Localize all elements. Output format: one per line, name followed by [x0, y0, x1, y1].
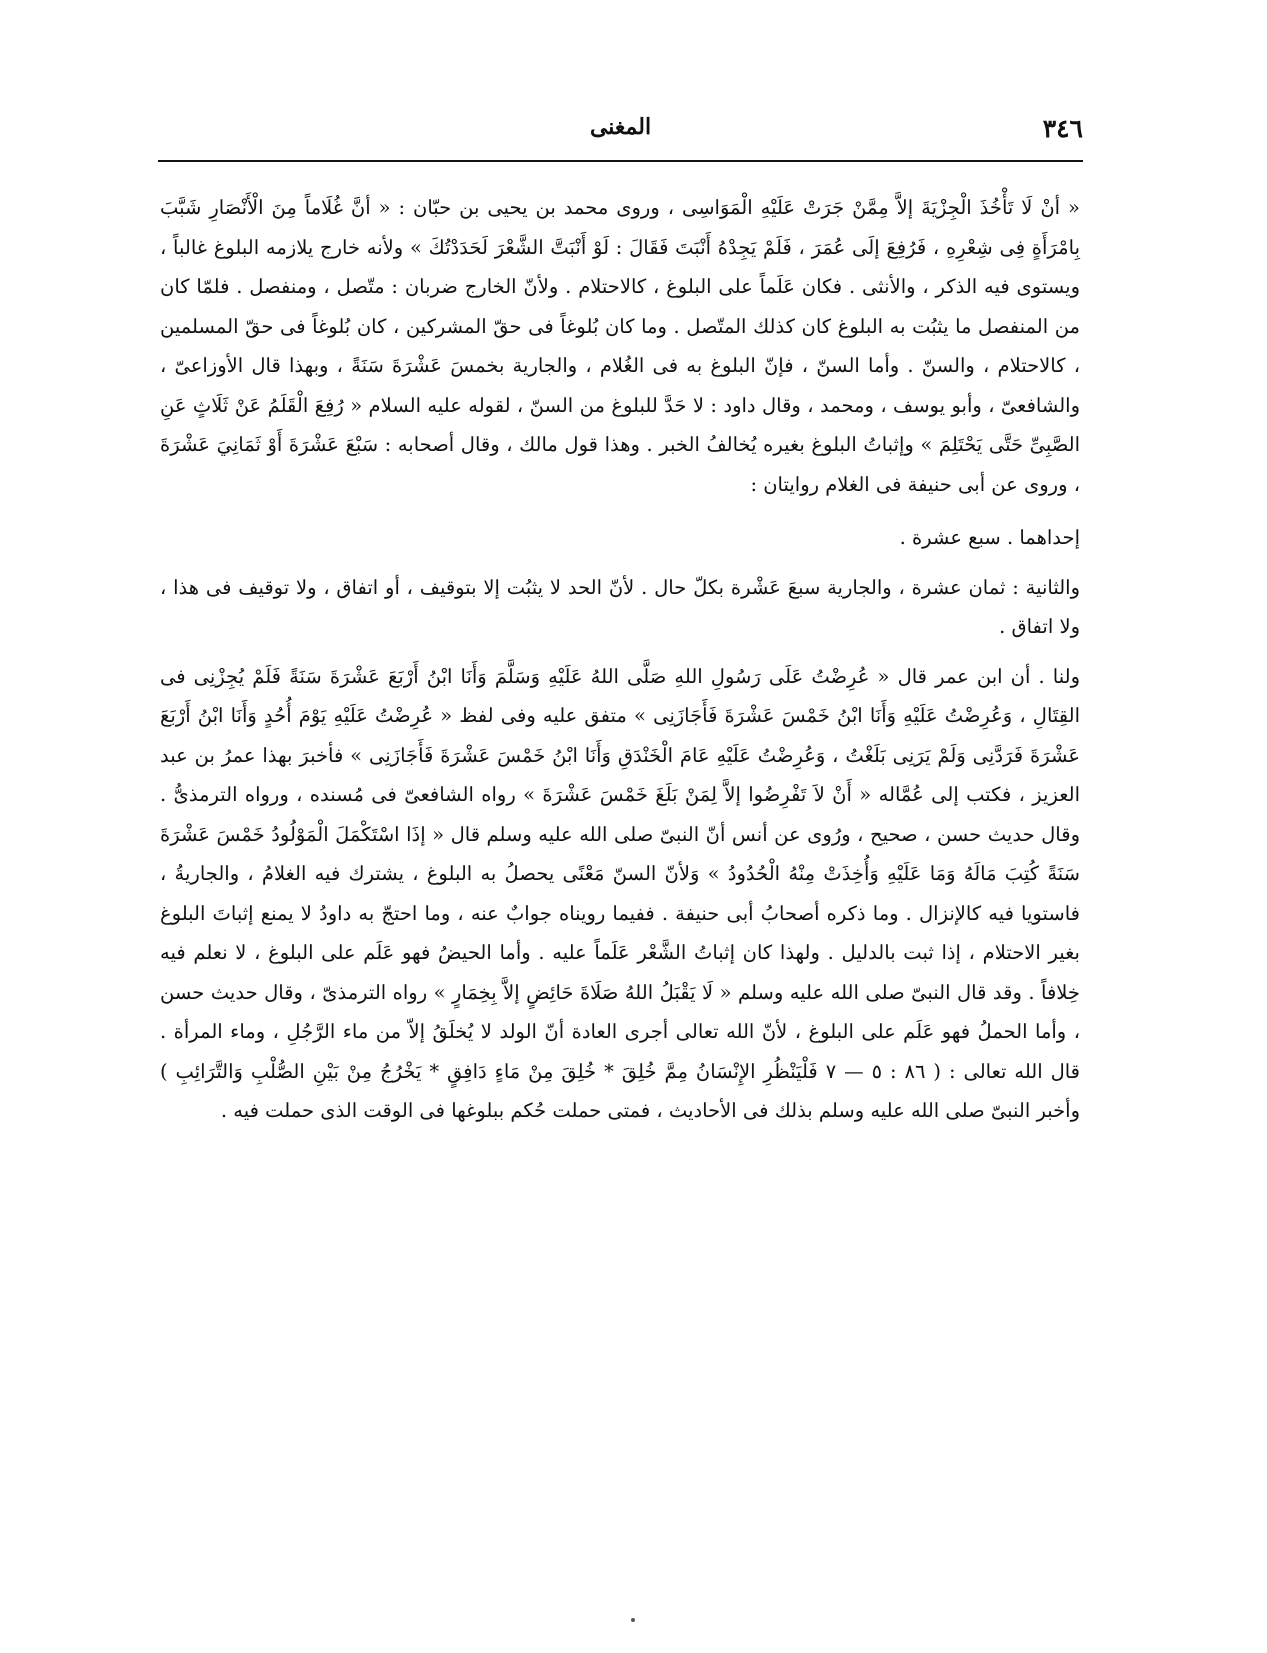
page-number: ٣٤٦: [1042, 114, 1083, 143]
paragraph-second-narration: والثانية : ثمان عشرة ، والجارية سبعَ عَشْرة بكلّ حال . لأنّ الحد لا يثبُت إلا بتوقيف ، أو اتفاق ، ولا توقيف فى هذا ، ولا اتفاق .: [160, 575, 1080, 638]
running-title: المغنى: [589, 114, 652, 140]
body-text: [160, 188, 1080, 1131]
page-mark: [631, 1618, 635, 1622]
paragraph-evidence: ولنا . أن ابن عمر قال « عُرِضْتُ عَلَى رَسُولِ اللهِ صَلَّى اللهُ عَلَيْهِ وَسَلَّمَ وَأَنَا ابْنُ أَرْبَعَ عَشْرَةَ سَنَةً فَلَمْ يُجِزْنِى فى القِتَالِ ، وَعُرِضْتُ عَلَيْهِ وَأَنَا ابْنُ خَمْسَ عَشْرَةَ فَأَجَازَنِى » متفق عليه وفى لفظ « عُرِضْتُ عَلَيْهِ يَوْمَ أُحُدٍ وَأَنَا ابْنُ أَرْبَعَ عَشْرَةَ فَرَدَّنِى وَلَمْ يَرَنِى بَلَغْتُ ، وَعُرِضْتُ عَلَيْهِ عَامَ الْخَنْدَقِ وَأَنَا ابْنُ خَمْسَ عَشْرَةَ فَأَجَازَنِى » فأخبرَ بهذا عمرُ بن عبد العزيز ، فكتب إلى عُمَّاله « أَنْ لاَ تَفْرِضُوا إلاَّ لِمَنْ بَلَغَ خَمْسَ عَشْرَةَ » رواه الشافعىّ فى مُسنده ، ورواه الترمذىُّ . وقال حديث حسن ، صحيح ، ورُوى عن أنس أنّ النبىّ صلى الله عليه وسلم قال « إذَا اسْتَكْمَلَ الْمَوْلُودُ خَمْسَ عَشْرَةَ سَنَةً كُتِبَ مَالَهُ وَمَا عَلَيْهِ وَأُخِذَتْ مِنْهُ الْحُدُودُ » وَلأنّ السنّ مَعْنًى يحصلُ به البلوغ ، يشترك فيه الغلامُ ، والجاريةُ ، فاستويا فيه كالإنزال . وما ذكره أصحابُ أبى حنيفة . ففيما رويناه جوابٌ عنه ، وما احتجّ به داودُ لا يمنع إثباتَ البلوغ بغير الاحتلام ، إذا ثبت بالدليل . ولهذا كان إثباتُ الشَّعْر عَلَماً عليه . وأما الحيضُ فهو عَلَم على البلوغ ، لا نعلم فيه خِلافاً . وقد قال النبىّ صلى الله عليه وسلم « لَا يَقْبَلُ اللهُ صَلَاةَ حَائِضٍ إلاَّ بِخِمَارٍ » رواه الترمذىّ ، وقال حديث حسن ، وأما الحملُ فهو عَلَم على البلوغ ، لأنّ الله تعالى أجرى العادة أنّ الولد لا يُخلَقُ إلاّ من ماء الرَّجُلِ ، وماء المرأة . قال الله تعالى : ( ٨٦ : ٥ — ٧ فَلْيَنْظُرِ الإِنْسَانُ مِمَّ خُلِقَ * خُلِقَ مِنْ مَاءٍ دَافِقٍ * يَخْرُجُ مِنْ بَيْنِ الصُّلْبِ وَالتَّرَائِبِ ) وأخبر النبىّ صلى الله عليه وسلم بذلك فى الأحاديث ، فمتى حملت حُكم ببلوغها فى الوقت الذى حملت فيه .: [160, 664, 1081, 1122]
paragraph-puberty-signs: « أنْ لَا تَأْخُذَ الْجِزْيَةَ إلاَّ مِمَّنْ جَرَتْ عَلَيْهِ الْمَوَاسِى ، وروى محمد بن يحيى بن حبّان : « أنَّ غُلَاماً مِنَ الْأَنْصَارِ شَبَّبَ بِامْرَأَةٍ فِى شِعْرِهِ ، فَرُفِعَ إلَى عُمَرَ ، فَلَمْ يَجِدْهُ أَنْبَتَ فَقَالَ : لَوْ أَنْبَتَّ الشَّعْرَ لَحَدَدْتُكَ » ولأنه خارج يلازمه البلوغ غالباً ، ويستوى فيه الذكر ، والأنثى . فكان عَلَماً على البلوغ ، كالاحتلام . ولأنّ الخارج ضربان : متّصل ، ومنفصل . فلمّا كان من المنفصل ما يثبُت به البلوغ كان كذلك المتّصل . وما كان بُلوغاً فى حقّ المشركين ، كان بُلوغاً فى حقّ المسلمين ، كالاحتلام ، والسنّ . وأما السنّ ، فإنّ البلوغ به فى الغُلام ، والجارية بخمسَ عَشْرَةَ سَنَةً ، وبهذا قال الأوزاعىّ ، والشافعىّ ، وأبو يوسف ، ومحمد ، وقال داود : لا حَدَّ للبلوغ من السنّ ، لقوله عليه السلام « رُفِعَ الْقَلَمُ عَنْ ثَلَاثٍ عَنِ الصَّبِىِّ حَتَّى يَحْتَلِمَ » وإثباتُ البلوغ بغيره يُخالفُ الخبر . وهذا قول مالك ، وقال أصحابه : سَبْعَ عَشْرَةَ أَوْ ثَمَانِيَ عَشْرَةَ ، وروى عن أبى حنيفة فى الغلام روايتان :: [160, 196, 1080, 496]
paragraph-first-narration: إحداهما . سبع عشرة .: [899, 526, 1080, 549]
header-divider: [158, 160, 1083, 162]
page-header: [158, 104, 1083, 160]
